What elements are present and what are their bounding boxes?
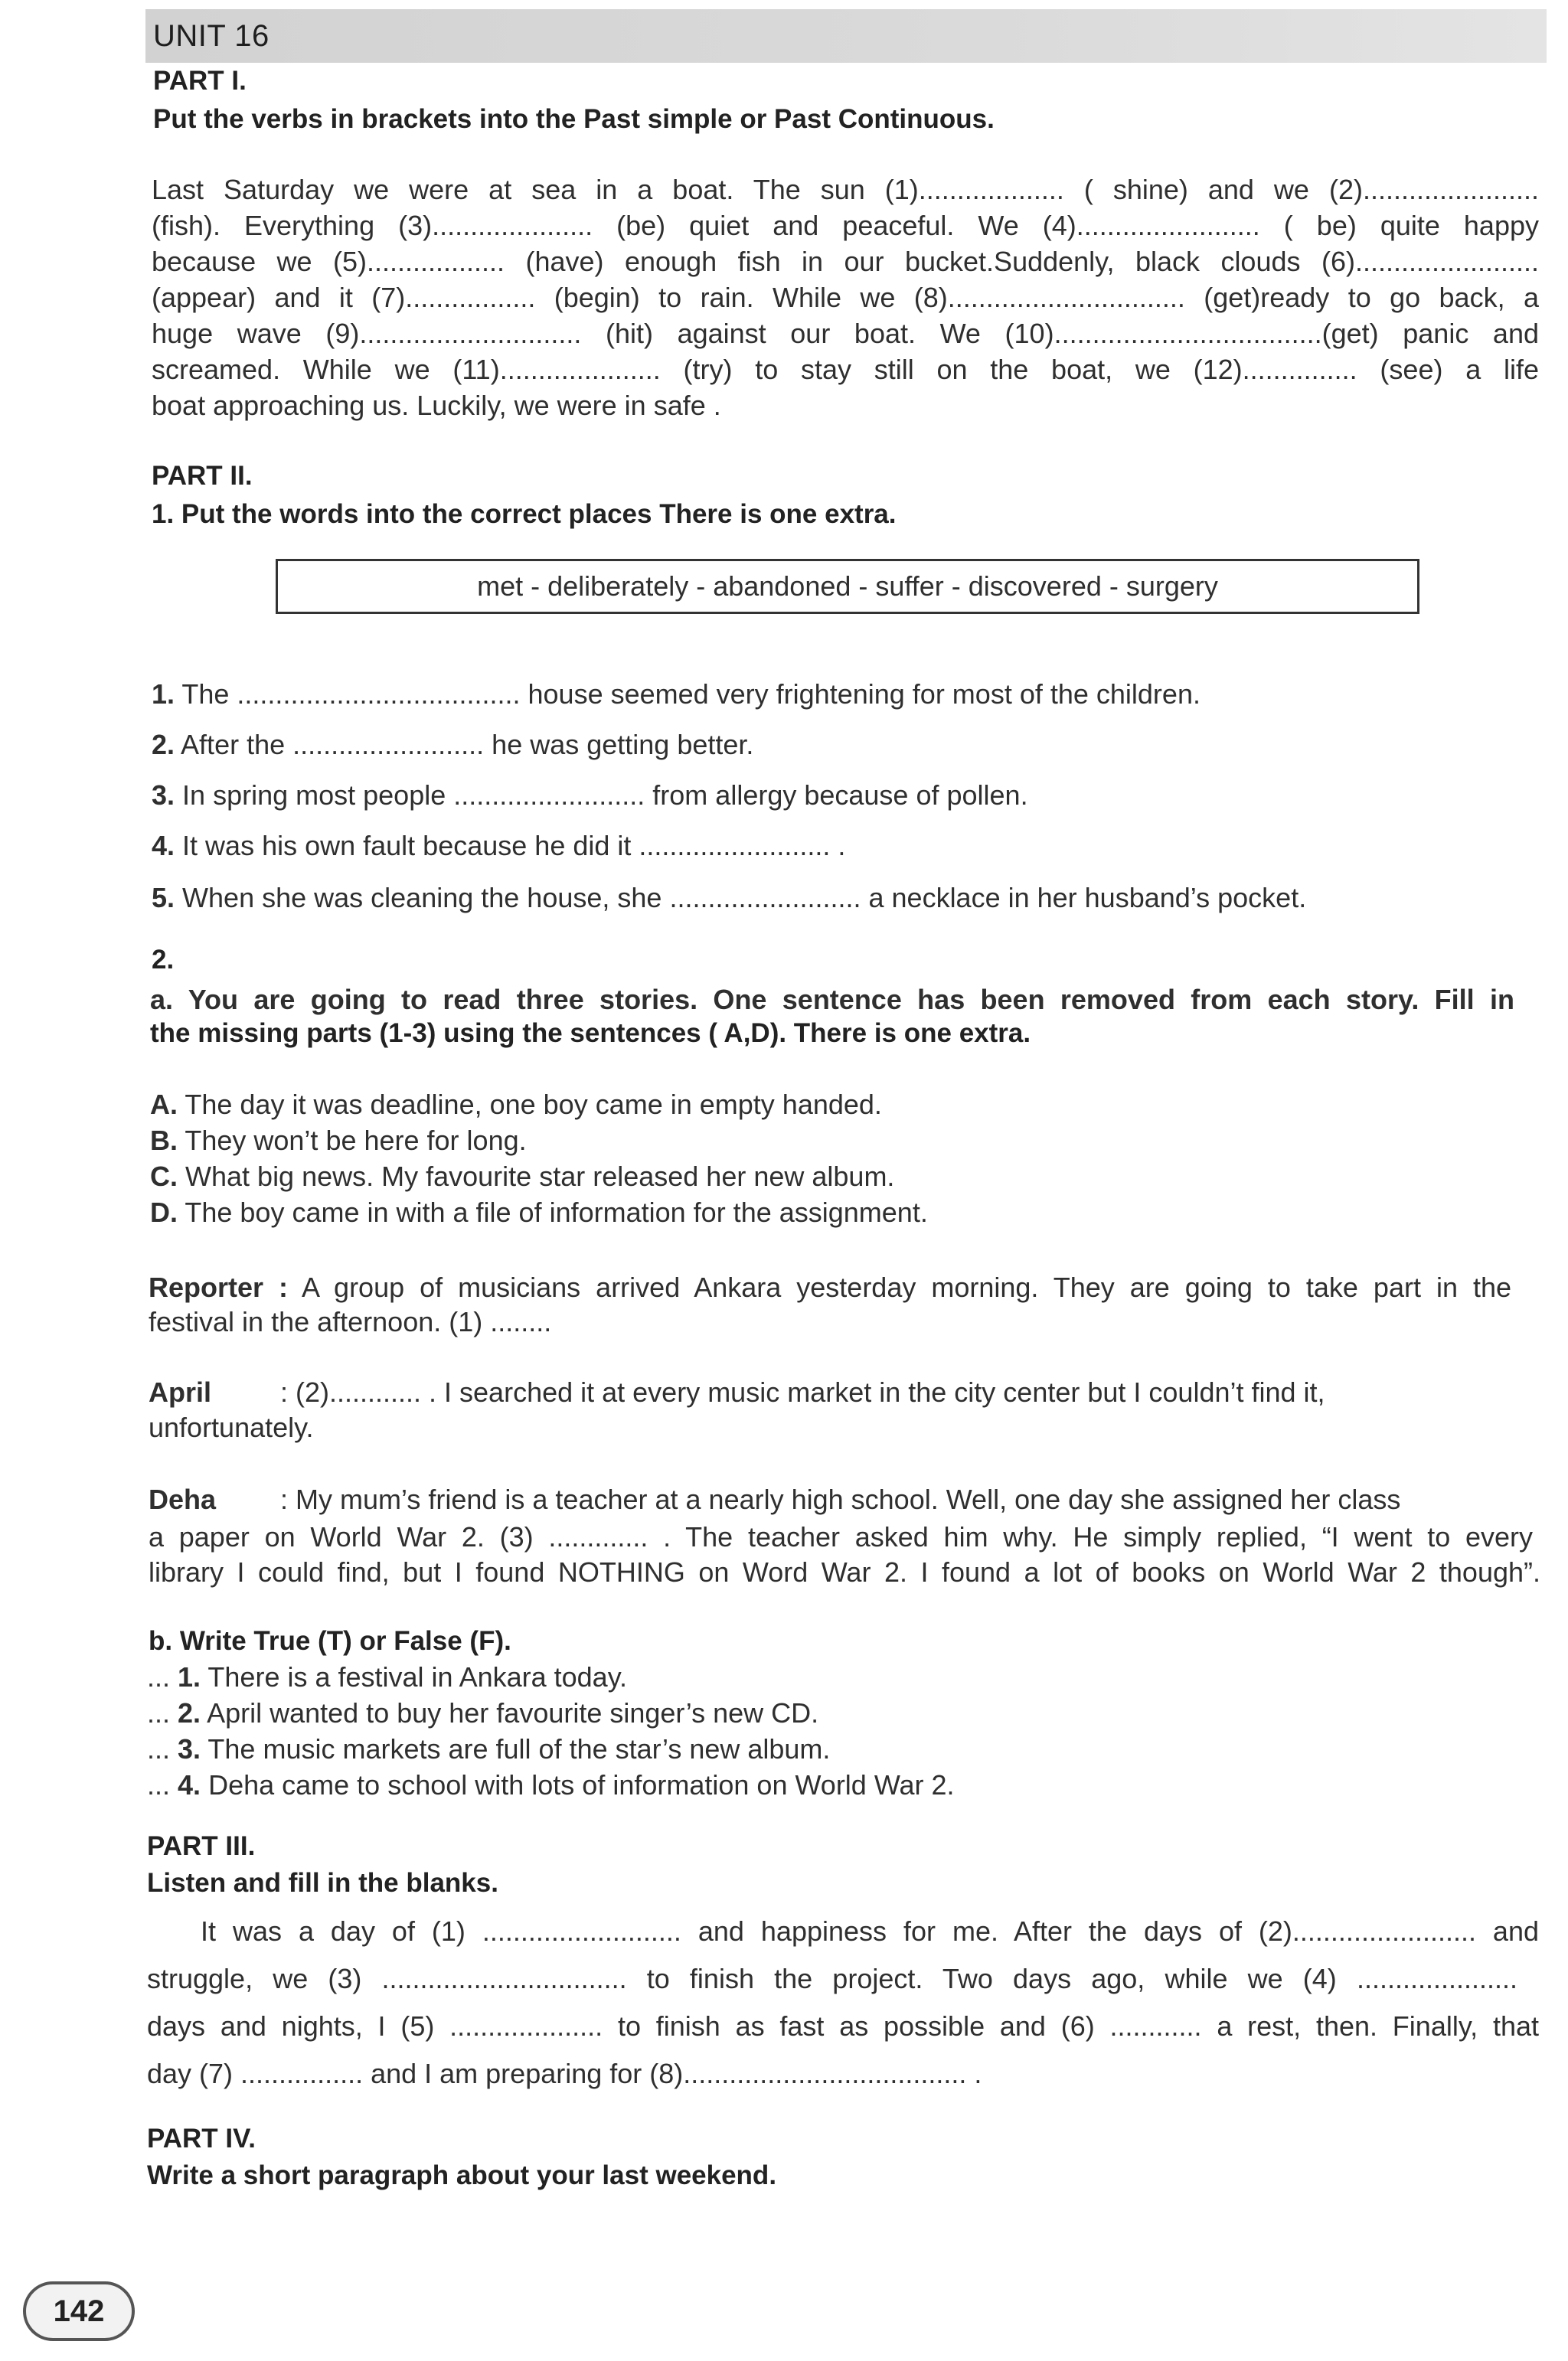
option-text: They won’t be here for long.: [185, 1125, 527, 1156]
tf-text: The music markets are full of the star’s new album.: [207, 1733, 831, 1765]
ex1-item-number: 4.: [152, 830, 175, 861]
part1-line-3: because we (5).................. (have) enough fish in our bucket.Suddenly, black clouds (6)........................: [152, 246, 1539, 277]
tf-text: April wanted to buy her favourite singer’s new CD.: [207, 1697, 819, 1729]
ex1-item-2: [152, 729, 753, 761]
option-a: [150, 1089, 882, 1121]
part1-line-1: Last Saturday we were at sea in a boat. The sun (1)................... ( shine) and we (2).......................: [152, 174, 1539, 205]
april-line-1: [149, 1376, 1325, 1409]
part1-line-6: screamed. While we (11)..................... (try) to stay still on the boat, we (12)............... (see) a life: [152, 354, 1539, 385]
ex2b-instruction: b. Write True (T) or False (F).: [149, 1626, 511, 1656]
ex1-item-3: [152, 779, 1028, 811]
option-c: [150, 1161, 894, 1193]
april-line-2: unfortunately.: [149, 1412, 314, 1443]
option-letter: B.: [150, 1125, 178, 1156]
ex2a-instruction-line-1: a. You are going to read three stories. One sentence has been removed from each story. Fill in: [150, 984, 1514, 1015]
deha-label: Deha: [149, 1484, 217, 1515]
deha-line-3: library I could find, but I found NOTHING on Word War 2. I found a lot of books on World War 2 though”.: [149, 1556, 1540, 1588]
ex1-item-text: It was his own fault because he did it ......................... .: [182, 830, 846, 861]
tf-text: Deha came to school with lots of information on World War 2.: [208, 1769, 955, 1801]
part1-line-5: huge wave (9)............................. (hit) against our boat. We (10)...................................(get) panic and: [152, 318, 1539, 349]
tf-text: There is a festival in Ankara today.: [207, 1661, 628, 1693]
ex1-item-text: After the ......................... he was getting better.: [181, 729, 754, 760]
tf-blank: ...: [147, 1769, 171, 1801]
part2-ex1-instruction: 1. Put the words into the correct places There is one extra.: [152, 499, 897, 529]
tf-blank: ...: [147, 1733, 171, 1765]
ex1-item-number: 1.: [152, 678, 175, 710]
deha-text: : My mum’s friend is a teacher at a nearly high school. Well, one day she assigned her class: [280, 1484, 1401, 1515]
option-letter: D.: [150, 1197, 178, 1228]
april-text: : (2)............ . I searched it at every music market in the city center but I couldn’t find it,: [280, 1376, 1325, 1408]
part3-line-1: It was a day of (1) .......................... and happiness for me. After the days of (2)........................ and: [201, 1915, 1539, 1947]
part3-line-3: days and nights, I (5) .................... to finish as fast as possible and (6) ............ a rest, then. Finally, that: [147, 2010, 1539, 2042]
tf-number: 4.: [178, 1769, 201, 1801]
ex1-item-1: [152, 678, 1200, 710]
part3-instruction: Listen and fill in the blanks.: [147, 1868, 498, 1898]
option-letter: C.: [150, 1161, 178, 1192]
ex1-item-number: 3.: [152, 779, 175, 811]
ex1-item-text: The ..................................... house seemed very frightening for most of the children.: [181, 678, 1200, 710]
reporter-text: A group of musicians arrived Ankara yesterday morning. They are going to take part in the: [302, 1272, 1512, 1303]
tf-item-2: [147, 1697, 818, 1729]
ex1-item-text: In spring most people ......................... from allergy because of pollen.: [182, 779, 1028, 811]
ex1-item-number: 2.: [152, 729, 175, 760]
tf-item-3: [147, 1733, 830, 1765]
part4-heading: PART IV.: [147, 2124, 256, 2154]
part1-line-7: boat approaching us. Luckily, we were in safe .: [152, 390, 721, 421]
word-box: met - deliberately - abandoned - suffer - discovered - surgery: [276, 559, 1419, 614]
tf-number: 1.: [178, 1661, 201, 1693]
reporter-line-1: [149, 1269, 1511, 1305]
option-letter: A.: [150, 1089, 178, 1120]
part4-instruction: Write a short paragraph about your last weekend.: [147, 2160, 777, 2190]
option-text: The boy came in with a file of information for the assignment.: [185, 1197, 928, 1228]
part2-heading: PART II.: [152, 461, 253, 491]
option-text: What big news. My favourite star released her new album.: [185, 1161, 895, 1192]
option-b: [150, 1125, 527, 1157]
tf-blank: ...: [147, 1661, 171, 1693]
part3-line-4: day (7) ................ and I am preparing for (8)..................................... .: [147, 2058, 982, 2089]
tf-number: 3.: [178, 1733, 201, 1765]
ex2-number: 2.: [152, 945, 175, 975]
unit-title: UNIT 16: [153, 19, 270, 53]
part1-line-4: (appear) and it (7)................. (begin) to rain. While we (8)............................... (get)ready to go back, a: [152, 282, 1539, 313]
ex1-item-4: [152, 830, 845, 862]
unit-header-bar: [145, 9, 1547, 63]
reporter-label: Reporter :: [149, 1272, 289, 1303]
part3-line-2: struggle, we (3) ................................ to finish the project. Two days ago, while we (4) .....................: [147, 1963, 1517, 1994]
ex1-item-5: [152, 882, 1306, 914]
part1-instruction: Put the verbs in brackets into the Past simple or Past Continuous.: [153, 104, 995, 134]
part1-line-2: (fish). Everything (3)..................... (be) quiet and peaceful. We (4)........................ ( be) quite happy: [152, 210, 1539, 241]
option-d: [150, 1197, 928, 1229]
part3-heading: PART III.: [147, 1831, 256, 1861]
tf-item-1: [147, 1661, 627, 1693]
tf-item-4: [147, 1769, 955, 1801]
reporter-line-2: festival in the afternoon. (1) ........: [149, 1306, 552, 1337]
option-text: The day it was deadline, one boy came in empty handed.: [185, 1089, 882, 1120]
deha-line-2: a paper on World War 2. (3) ............. . The teacher asked him why. He simply replied, “I went to every: [149, 1521, 1533, 1553]
tf-number: 2.: [178, 1697, 201, 1729]
part1-heading: PART I.: [153, 66, 247, 96]
ex1-item-number: 5.: [152, 882, 175, 913]
ex2a-instruction-line-2: the missing parts (1-3) using the sentences ( A,D). There is one extra.: [150, 1018, 1031, 1048]
deha-line-1: [149, 1484, 1400, 1516]
page-number: 142: [23, 2281, 135, 2341]
tf-blank: ...: [147, 1697, 171, 1729]
april-label: April: [149, 1376, 212, 1408]
ex1-item-text: When she was cleaning the house, she ......................... a necklace in her husband’s pocket.: [182, 882, 1307, 913]
